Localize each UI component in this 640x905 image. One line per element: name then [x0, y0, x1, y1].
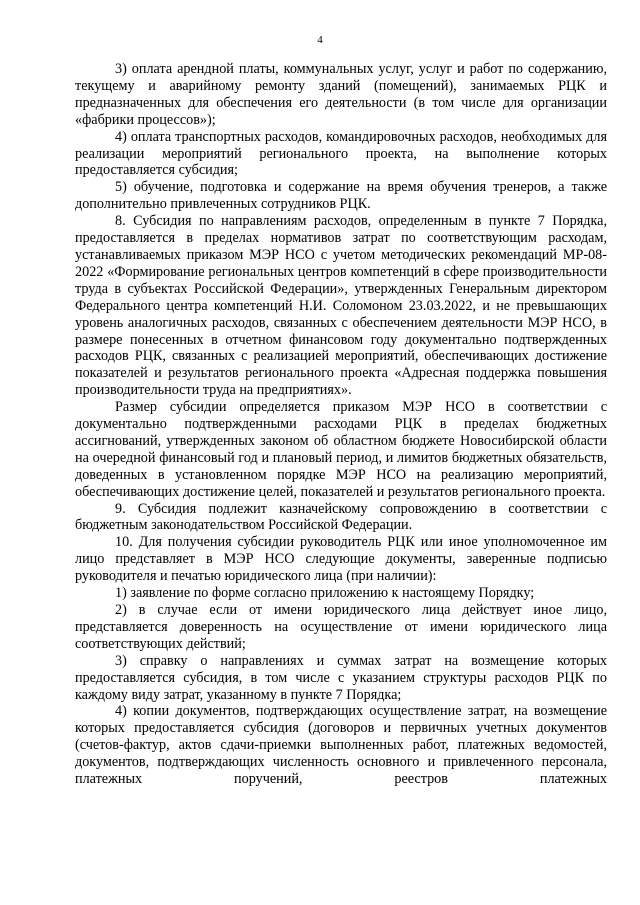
document-body — [75, 61, 607, 788]
paragraph-doc-3: 3) справку о направлениях и суммах затрат на возмещение которых предоставляется субсидия, в том числе с указанием структуры расходов РЦК по каждому виду затрат, указанному в пункте 7 Порядка; — [75, 652, 607, 703]
paragraph-item-3: 3) оплата арендной платы, коммунальных услуг, услуг и работ по содержанию, текущему и аварийному ремонту зданий (помещений), занимаемых РЦК и предназначенных для обеспечения его деятельности (в том числе для организации «фабрики процессов»); — [75, 61, 607, 128]
paragraph-subsidy-size: Размер субсидии определяется приказом МЭР НСО в соответствии с документально подтвержденными расходами РЦК в пределах бюджетных ассигнований, утвержденных законом об областном бюджете Новосибирской области на очередной финансовый год и плановый период, и лимитов бюджетных обязательств, доведенных в установленном порядке МЭР НСО на реализацию мероприятий, обеспечивающих достижение целей, показателей и результатов регионального проекта. — [75, 399, 607, 500]
paragraph-clause-8: 8. Субсидия по направлениям расходов, определенным в пункте 7 Порядка, предоставляется в пределах нормативов затрат по соответствующим расходам, устанавливаемых приказом МЭР НСО с учетом методических рекомендаций МР-08-2022 «Формирование региональных центров компетенций в сфере производительности труда в субъектах Российской Федерации», утвержденных Генеральным директором Федерального центра компетенций Н.И. Соломоном 23.03.2022, и не превышающих уровень аналогичных расходов, связанных с обеспечением деятельности МЭР НСО, в размере понесенных в отчетном финансовом году документально подтвержденных расходов РЦК, связанных с реализацией мероприятий, обеспечивающих достижение показателей и результатов регионального проекта «Адресная поддержка повышения производительности труда на предприятиях». — [75, 213, 607, 399]
paragraph-doc-1: 1) заявление по форме согласно приложению к настоящему Порядку; — [115, 585, 535, 602]
paragraph-clause-10: 10. Для получения субсидии руководитель РЦК или иное уполномоченное им лицо представляет в МЭР НСО следующие документы, заверенные подписью руководителя и печатью юридического лица (при наличии): — [75, 534, 607, 585]
paragraph-doc-2: 2) в случае если от имени юридического лица действует иное лицо, представляется доверенность на осуществление от имени юридического лица соответствующих действий; — [75, 602, 607, 652]
paragraph-item-5: 5) обучение, подготовка и содержание на время обучения тренеров, а также дополнительно привлеченных сотрудников РЦК. — [75, 179, 607, 213]
paragraph-clause-9: 9. Субсидия подлежит казначейскому сопровождению в соответствии с бюджетным законодательством Российской Федерации. — [75, 500, 607, 534]
page-number: 4 — [317, 34, 323, 46]
paragraph-doc-4: 4) копии документов, подтверждающих осуществление затрат, на возмещение которых предоставляется субсидия (договоров и первичных учетных документов (счетов-фактур, актов сдачи-приемки выполненных работ, платежных ведомостей, документов, подтверждающих численность основного и привлеченного персонала, платежных поручений, реестров платежных — [75, 703, 607, 788]
paragraph-item-4: 4) оплата транспортных расходов, командировочных расходов, необходимых для реализации мероприятий регионального проекта, на выполнение которых предоставляется субсидия; — [75, 128, 607, 179]
